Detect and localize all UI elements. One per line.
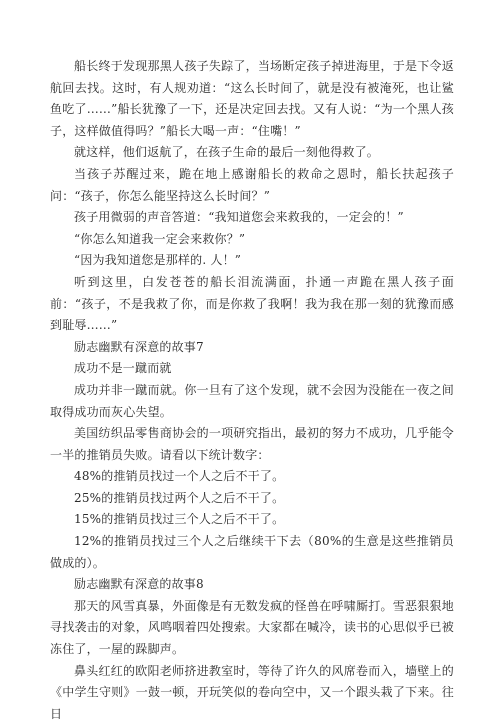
stat-line-15: 15%的推销员找过三个人之后不干了。 xyxy=(74,512,285,527)
paragraph-child-wakes: 当孩子苏醒过来，跪在地上感谢船长的救命之恩时，船长扶起孩子问：“孩子，你怎么能坚持这么长时间？” xyxy=(50,166,454,203)
paragraph-question: “你怎么知道我一定会来救你？” xyxy=(74,231,246,246)
paragraph-captain-returns: 船长终于发现那黑人孩子失踪了，当场断定孩子掉进海里，于是下令返航回去找。这时，有人规劝道：“这么长时间了，就是没有被淹死，也让鲨鱼吃了……”船长犹豫了一下，还是决定回去找。又有人说：“为一个黑人孩子，这样做值得吗？”船长大喝一声：“住嘴！” xyxy=(50,59,454,138)
paragraph-success-not-overnight: 成功并非一蹴而就。你一旦有了这个发现，就不会因为没能在一夜之间取得成功而灰心失望。 xyxy=(50,382,454,419)
paragraph-because: “因为我知道您是那样的. 人！” xyxy=(74,253,242,268)
story-7-heading: 励志幽默有深意的故事7 xyxy=(74,339,204,354)
paragraph-research: 美国纺织品零售商协会的一项研究指出，最初的努力不成功，几乎能令一半的推销员失败。请看以下统计数字： xyxy=(50,426,454,462)
paragraph-teacher-enters: 鼻头红红的欧阳老师挤进教室时，等待了许久的风席卷而入，墙壁上的《中学生守则》一鼓一顿，开玩笑似的卷向空中，又一个跟头栽了下来。往日 xyxy=(50,663,454,721)
paragraph-captain-kneels: 听到这里，白发苍苍的船长泪流满面，扑通一声跪在黑人孩子面前：“孩子，不是我救了你，而是你救了我啊！我为我在那一刻的犹豫而感到耻辱……” xyxy=(50,274,454,333)
stat-line-48: 48%的推销员找过一个人之后不干了。 xyxy=(74,469,285,484)
stat-line-12: 12%的推销员找过三个人之后继续干下去（80%的生意是这些推销员做成的）。 xyxy=(50,534,454,570)
paragraph-rescued: 就这样，他们返航了，在孩子生命的最后一刻他得救了。 xyxy=(74,145,380,160)
paragraph-child-answers: 孩子用微弱的声音答道：“我知道您会来救我的，一定会的！” xyxy=(74,210,404,225)
paragraph-blizzard: 那天的风雪真暴，外面像是有无数发疯的怪兽在呼啸厮打。雪恶狠狠地寻找袭击的对象，风鸣咽着四处搜索。大家都在喊冷，读书的心思似乎已被冻住了，一屋的跺脚声。 xyxy=(50,598,454,657)
stat-line-25: 25%的推销员找过两个人之后不干了。 xyxy=(74,490,285,505)
story-7-title: 成功不是一蹴而就 xyxy=(74,361,172,376)
story-8-heading: 励志幽默有深意的故事8 xyxy=(74,577,204,592)
